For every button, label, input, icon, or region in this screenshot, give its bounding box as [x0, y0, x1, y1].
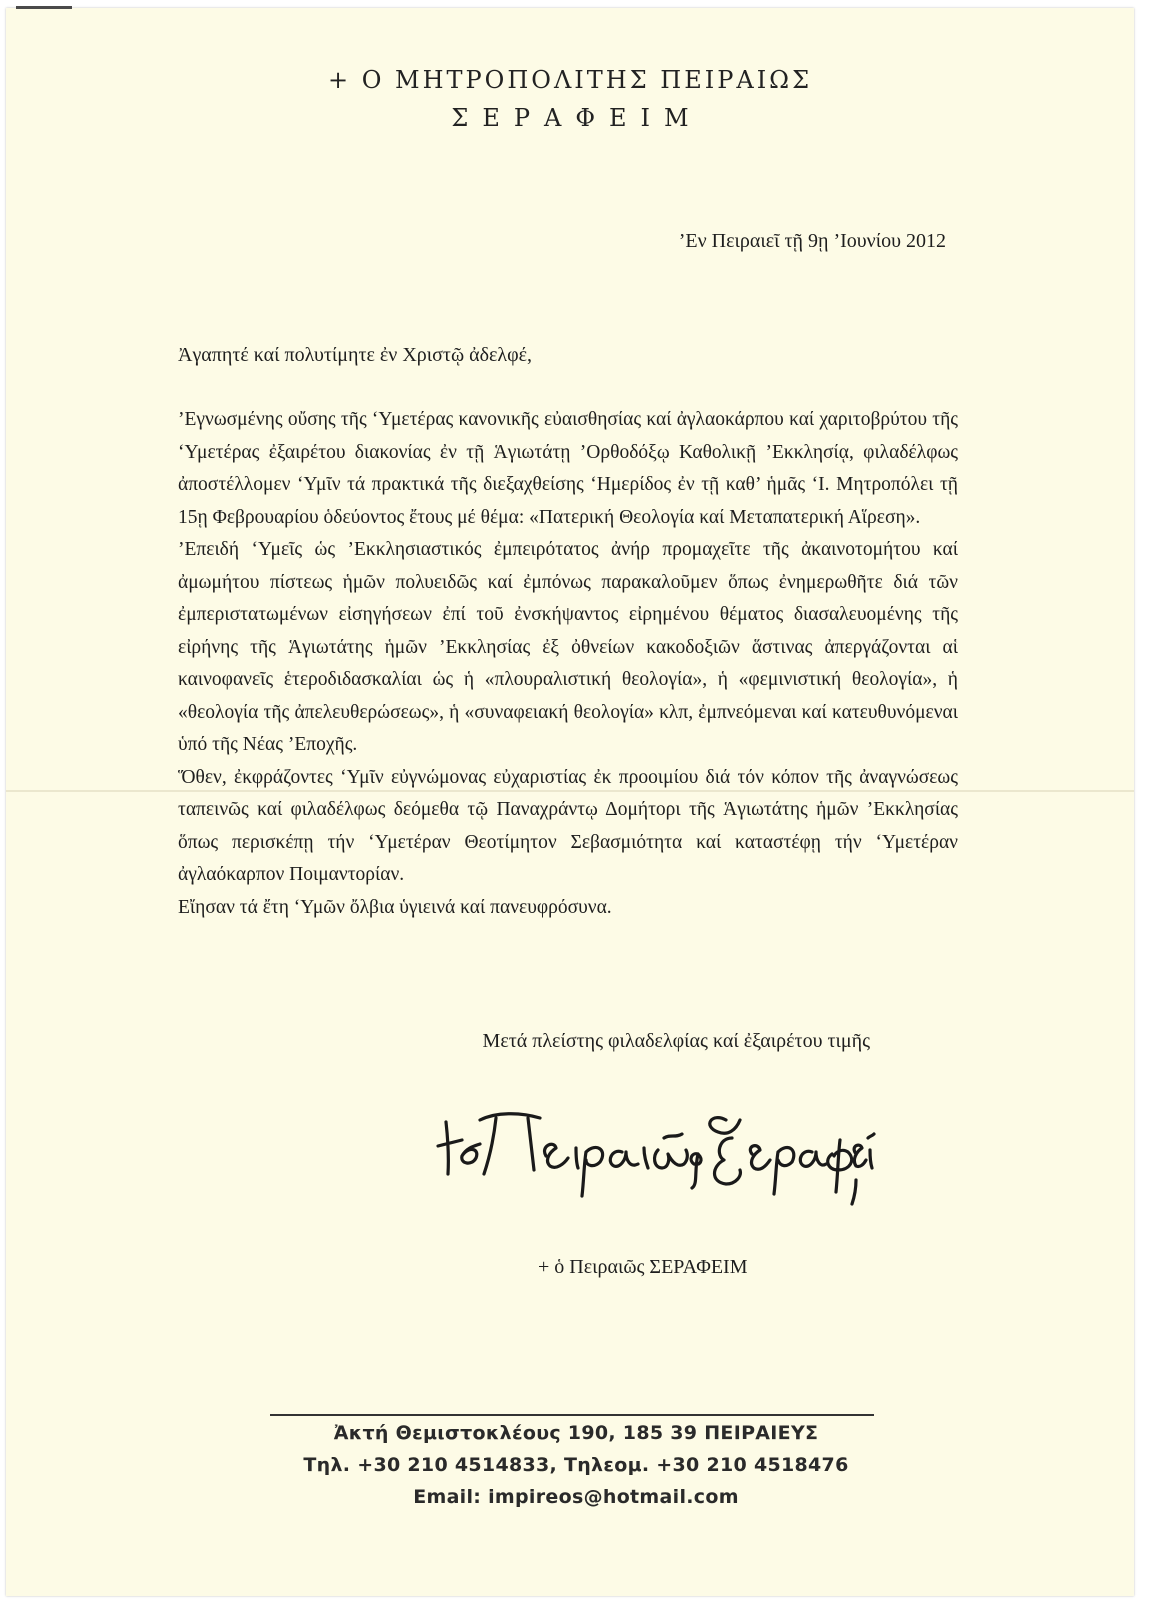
- letter-sheet: [6, 8, 1134, 1596]
- footer-phone: Τηλ. +30 210 4514833, Τηλεομ. +30 210 4518476: [303, 1454, 849, 1476]
- letterhead-title: + Ο ΜΗΤΡΟΠΟΛΙΤΗΣ ΠΕΙΡΑΙΩΣ: [327, 66, 813, 94]
- scan-corner-mark: [16, 6, 72, 9]
- body-paragraph-3: Ὅθεν, ἐκφράζοντες ‘Υμῖν εὐγνώμονας εὐχαριστίας ἐκ προοιμίου διά τόν κόπον τῆς ἀναγνώσεως ταπεινῶς καί φιλαδέλφως δεόμεθα τῷ Παναχράντῳ Δομήτορι τῆς Ἁγιωτάτης ἡμῶν ’Εκκλησίας ὅπως περισκέπῃ τήν ‘Υμετέραν Θεοτίμητον Σεβασμιότητα καί καταστέφῃ τήν ‘Υμετέραν ἀγλαόκαρπον Ποιμαντορίαν.: [178, 766, 958, 885]
- letterhead-name: ΣΕΡΑΦΕΙΜ: [451, 104, 703, 132]
- body-paragraph-2: ’Επειδή ‘Υμεῖς ὡς ’Εκκλησιαστικός ἐμπειρότατος ἀνήρ προμαχεῖτε τῆς ἀκαινοτομήτου καί ἀμωμήτου πίστεως ἡμῶν πολυειδῶς καί ἐμπόνως παρακαλοῦμεν ὅπως ἐνημερωθῆτε διά τῶν ἐμπεριστατωμένων εἰσηγήσεων ἐπί τοῦ ἐνσκήψαντος εἰρημένου θέματος διασαλευομένης τῆς εἰρήνης τῆς Ἁγιωτάτης ἡμῶν ’Εκκλησίας ἐξ ὀθνείων κακοδοξιῶν ἅστινας ἀπεργάζονται αἱ καινοφανεῖς ἑτεροδιδασκαλίαι ὡς ἡ «πλουραλιστική θεολογία», ἡ «φεμινιστική θεολογία», ἡ «θεολογία τῆς ἀπελευθερώσεως», ἡ «συναφειακή θεολογία» κλπ, ἐμπνεόμεναι καί κατευθυνόμεναι ὑπό τῆς Νέας ’Εποχῆς.: [178, 539, 958, 755]
- body-paragraph-4: Εἴησαν τά ἔτη ‘Υμῶν ὄλβια ὑγιεινά καί πανευφρόσυνα.: [178, 896, 612, 918]
- signature-drawing: [436, 1090, 876, 1210]
- footer-email: Email: impireos@hotmail.com: [413, 1486, 739, 1508]
- footer-divider: [270, 1414, 874, 1416]
- letter-body: [178, 404, 958, 924]
- body-paragraph-1: ’Εγνωσμένης οὔσης τῆς ‘Υμετέρας κανονικῆς εὐαισθησίας καί ἀγλαοκάρπου καί χαριτοβρύτου τῆς ‘Υμετέρας ἐξαιρέτου διακονίας ἐν τῇ Ἁγιωτάτῃ ’Ορθοδόξῳ Καθολικῇ ’Εκκλησίᾳ, φιλαδέλφως ἀποστέλλομεν ‘Υμῖν τά πρακτικά τῆς διεξαχθείσης ‘Ημερίδος ἐν τῇ καθ’ ἡμᾶς ‘Ι. Μητροπόλει τῇ 15ῃ Φεβρουαρίου ὁδεύοντος ἔτους μέ θέμα: «Πατερική Θεολογία καί Μεταπατερική Αἵρεση».: [178, 409, 958, 528]
- signatory-name: + ὁ Πειραιῶς ΣΕΡΑΦΕΙΜ: [538, 1256, 748, 1278]
- footer-address: Ἀκτή Θεμιστοκλέους 190, 185 39 ΠΕΙΡΑΙΕΥΣ: [333, 1422, 819, 1444]
- letter-date: ’Εν Πειραιεῖ τῇ 9ῃ ’Ιουνίου 2012: [678, 230, 946, 252]
- salutation: Ἀγαπητέ καί πολυτίμητε ἐν Χριστῷ ἀδελφέ,: [178, 344, 533, 366]
- closing-line: Μετά πλείστης φιλαδελφίας καί ἐξαιρέτου τιμῆς: [482, 1030, 870, 1052]
- handwritten-signature: [436, 1090, 876, 1210]
